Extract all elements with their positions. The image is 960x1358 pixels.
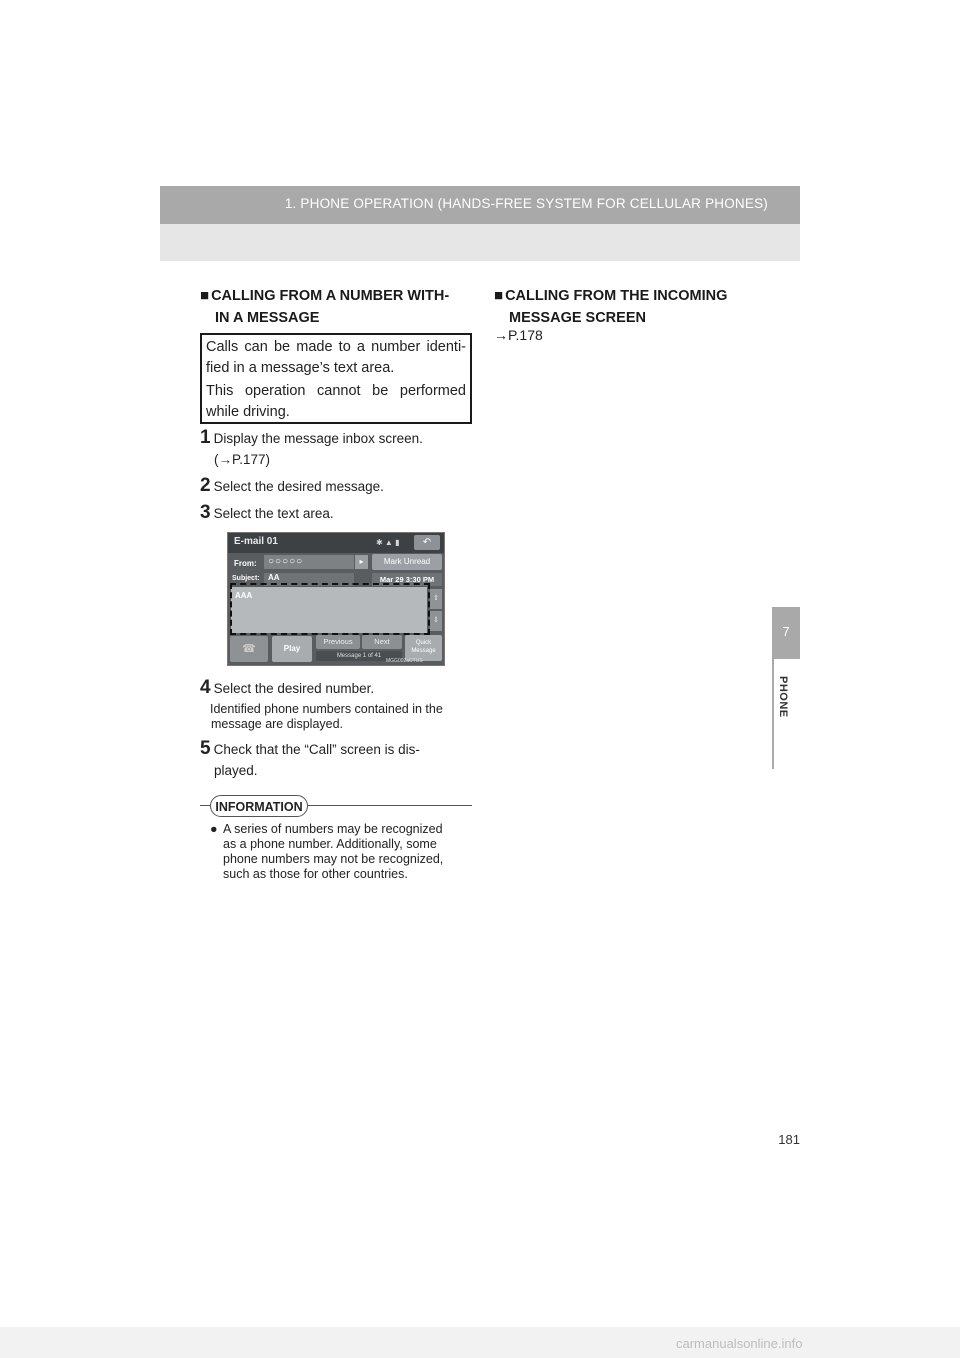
intro-box bbox=[200, 333, 472, 424]
info-line2: as a phone number. Additionally, some bbox=[223, 837, 437, 851]
step-text: Select the text area. bbox=[213, 506, 334, 521]
step-text: Select the desired message. bbox=[213, 479, 384, 494]
step-5 bbox=[200, 738, 468, 781]
footer-band bbox=[0, 1327, 960, 1358]
info-line1: A series of numbers may be recognized bbox=[223, 822, 443, 836]
from-value: ○○○○○ bbox=[268, 556, 304, 567]
message-screen-illustration bbox=[227, 532, 445, 666]
intro-text-1: Calls can be made to a number identi-fied in a message’s text area. bbox=[206, 339, 466, 376]
next-button[interactable]: Next bbox=[362, 635, 402, 649]
step-text-cont: played. bbox=[214, 763, 258, 778]
subject-value: AA bbox=[268, 573, 280, 582]
image-code: MGG002aCTUS bbox=[386, 658, 423, 664]
note-line2: message are displayed. bbox=[211, 717, 344, 731]
step-text: Check that the “Call” screen is dis- bbox=[213, 742, 420, 757]
back-icon[interactable]: ↶ bbox=[414, 535, 440, 550]
section-heading-left bbox=[200, 285, 468, 329]
footer-watermark: carmanualsonline.info bbox=[676, 1336, 803, 1351]
step-3 bbox=[200, 502, 468, 524]
heading-marker: ■ bbox=[200, 287, 210, 304]
step-4-note bbox=[200, 702, 472, 732]
step-text: Display the message inbox screen. bbox=[213, 431, 423, 446]
step-text: Select the desired number. bbox=[213, 681, 375, 696]
status-icons: ✱ ▲ ▮ bbox=[376, 538, 400, 547]
page-reference: →P.178 bbox=[494, 327, 543, 343]
scroll-up-icon[interactable]: ⇧ bbox=[430, 589, 442, 609]
intro-text-2: This operation cannot be performed while driving. bbox=[206, 383, 466, 420]
subject-label: Subject: bbox=[232, 575, 260, 582]
heading-line1: CALLING FROM A NUMBER WITH- bbox=[211, 288, 450, 304]
step-number: 3 bbox=[200, 502, 211, 523]
info-line3: phone numbers may not be recognized, bbox=[223, 852, 444, 866]
heading-line1: CALLING FROM THE INCOMING bbox=[505, 288, 728, 304]
screen-title: E-mail 01 bbox=[234, 536, 278, 547]
step-number: 1 bbox=[200, 427, 211, 448]
header-title: 1. PHONE OPERATION (HANDS-FREE SYSTEM FOR CELLULAR PHONES) bbox=[284, 196, 768, 211]
heading-marker: ■ bbox=[494, 287, 504, 304]
chapter-tab-line bbox=[772, 659, 774, 769]
step-2 bbox=[200, 475, 468, 497]
information-label: INFORMATION bbox=[210, 795, 308, 817]
message-label: Message bbox=[411, 648, 436, 654]
from-label: From: bbox=[234, 559, 257, 568]
previous-button[interactable]: Previous bbox=[316, 635, 360, 649]
mark-unread-button[interactable]: Mark Unread bbox=[372, 554, 442, 570]
step-number: 5 bbox=[200, 738, 211, 759]
scroll-down-icon[interactable]: ⇩ bbox=[430, 611, 442, 631]
text-area-highlight bbox=[230, 583, 430, 635]
step-1 bbox=[200, 427, 468, 470]
heading-line2: IN A MESSAGE bbox=[215, 310, 320, 326]
header-subband bbox=[160, 224, 800, 261]
info-line4: such as those for other countries. bbox=[223, 867, 408, 881]
play-button[interactable]: Play bbox=[272, 636, 312, 662]
info-bullet-icon: ● bbox=[210, 822, 218, 836]
message-counter: Message 1 of 41 bbox=[316, 651, 402, 661]
step-number: 4 bbox=[200, 677, 211, 698]
quick-label: Quick bbox=[415, 640, 432, 646]
information-text bbox=[210, 822, 464, 882]
call-icon[interactable]: ☎ bbox=[230, 636, 268, 662]
chapter-label: PHONE bbox=[777, 676, 789, 718]
message-body: AAA bbox=[235, 591, 253, 600]
step-4 bbox=[200, 677, 468, 699]
date-time: Mar 29 3:30 PM bbox=[372, 573, 442, 586]
step-reference: (→P.177) bbox=[214, 452, 271, 467]
page-number: 181 bbox=[778, 1132, 800, 1147]
step-number: 2 bbox=[200, 475, 211, 496]
arrow-icon[interactable]: ▸ bbox=[355, 555, 368, 569]
section-heading-right bbox=[494, 285, 766, 329]
heading-line2: MESSAGE SCREEN bbox=[509, 310, 646, 326]
chapter-number: 7 bbox=[782, 624, 790, 639]
note-line1: Identified phone numbers contained in the bbox=[210, 702, 443, 716]
